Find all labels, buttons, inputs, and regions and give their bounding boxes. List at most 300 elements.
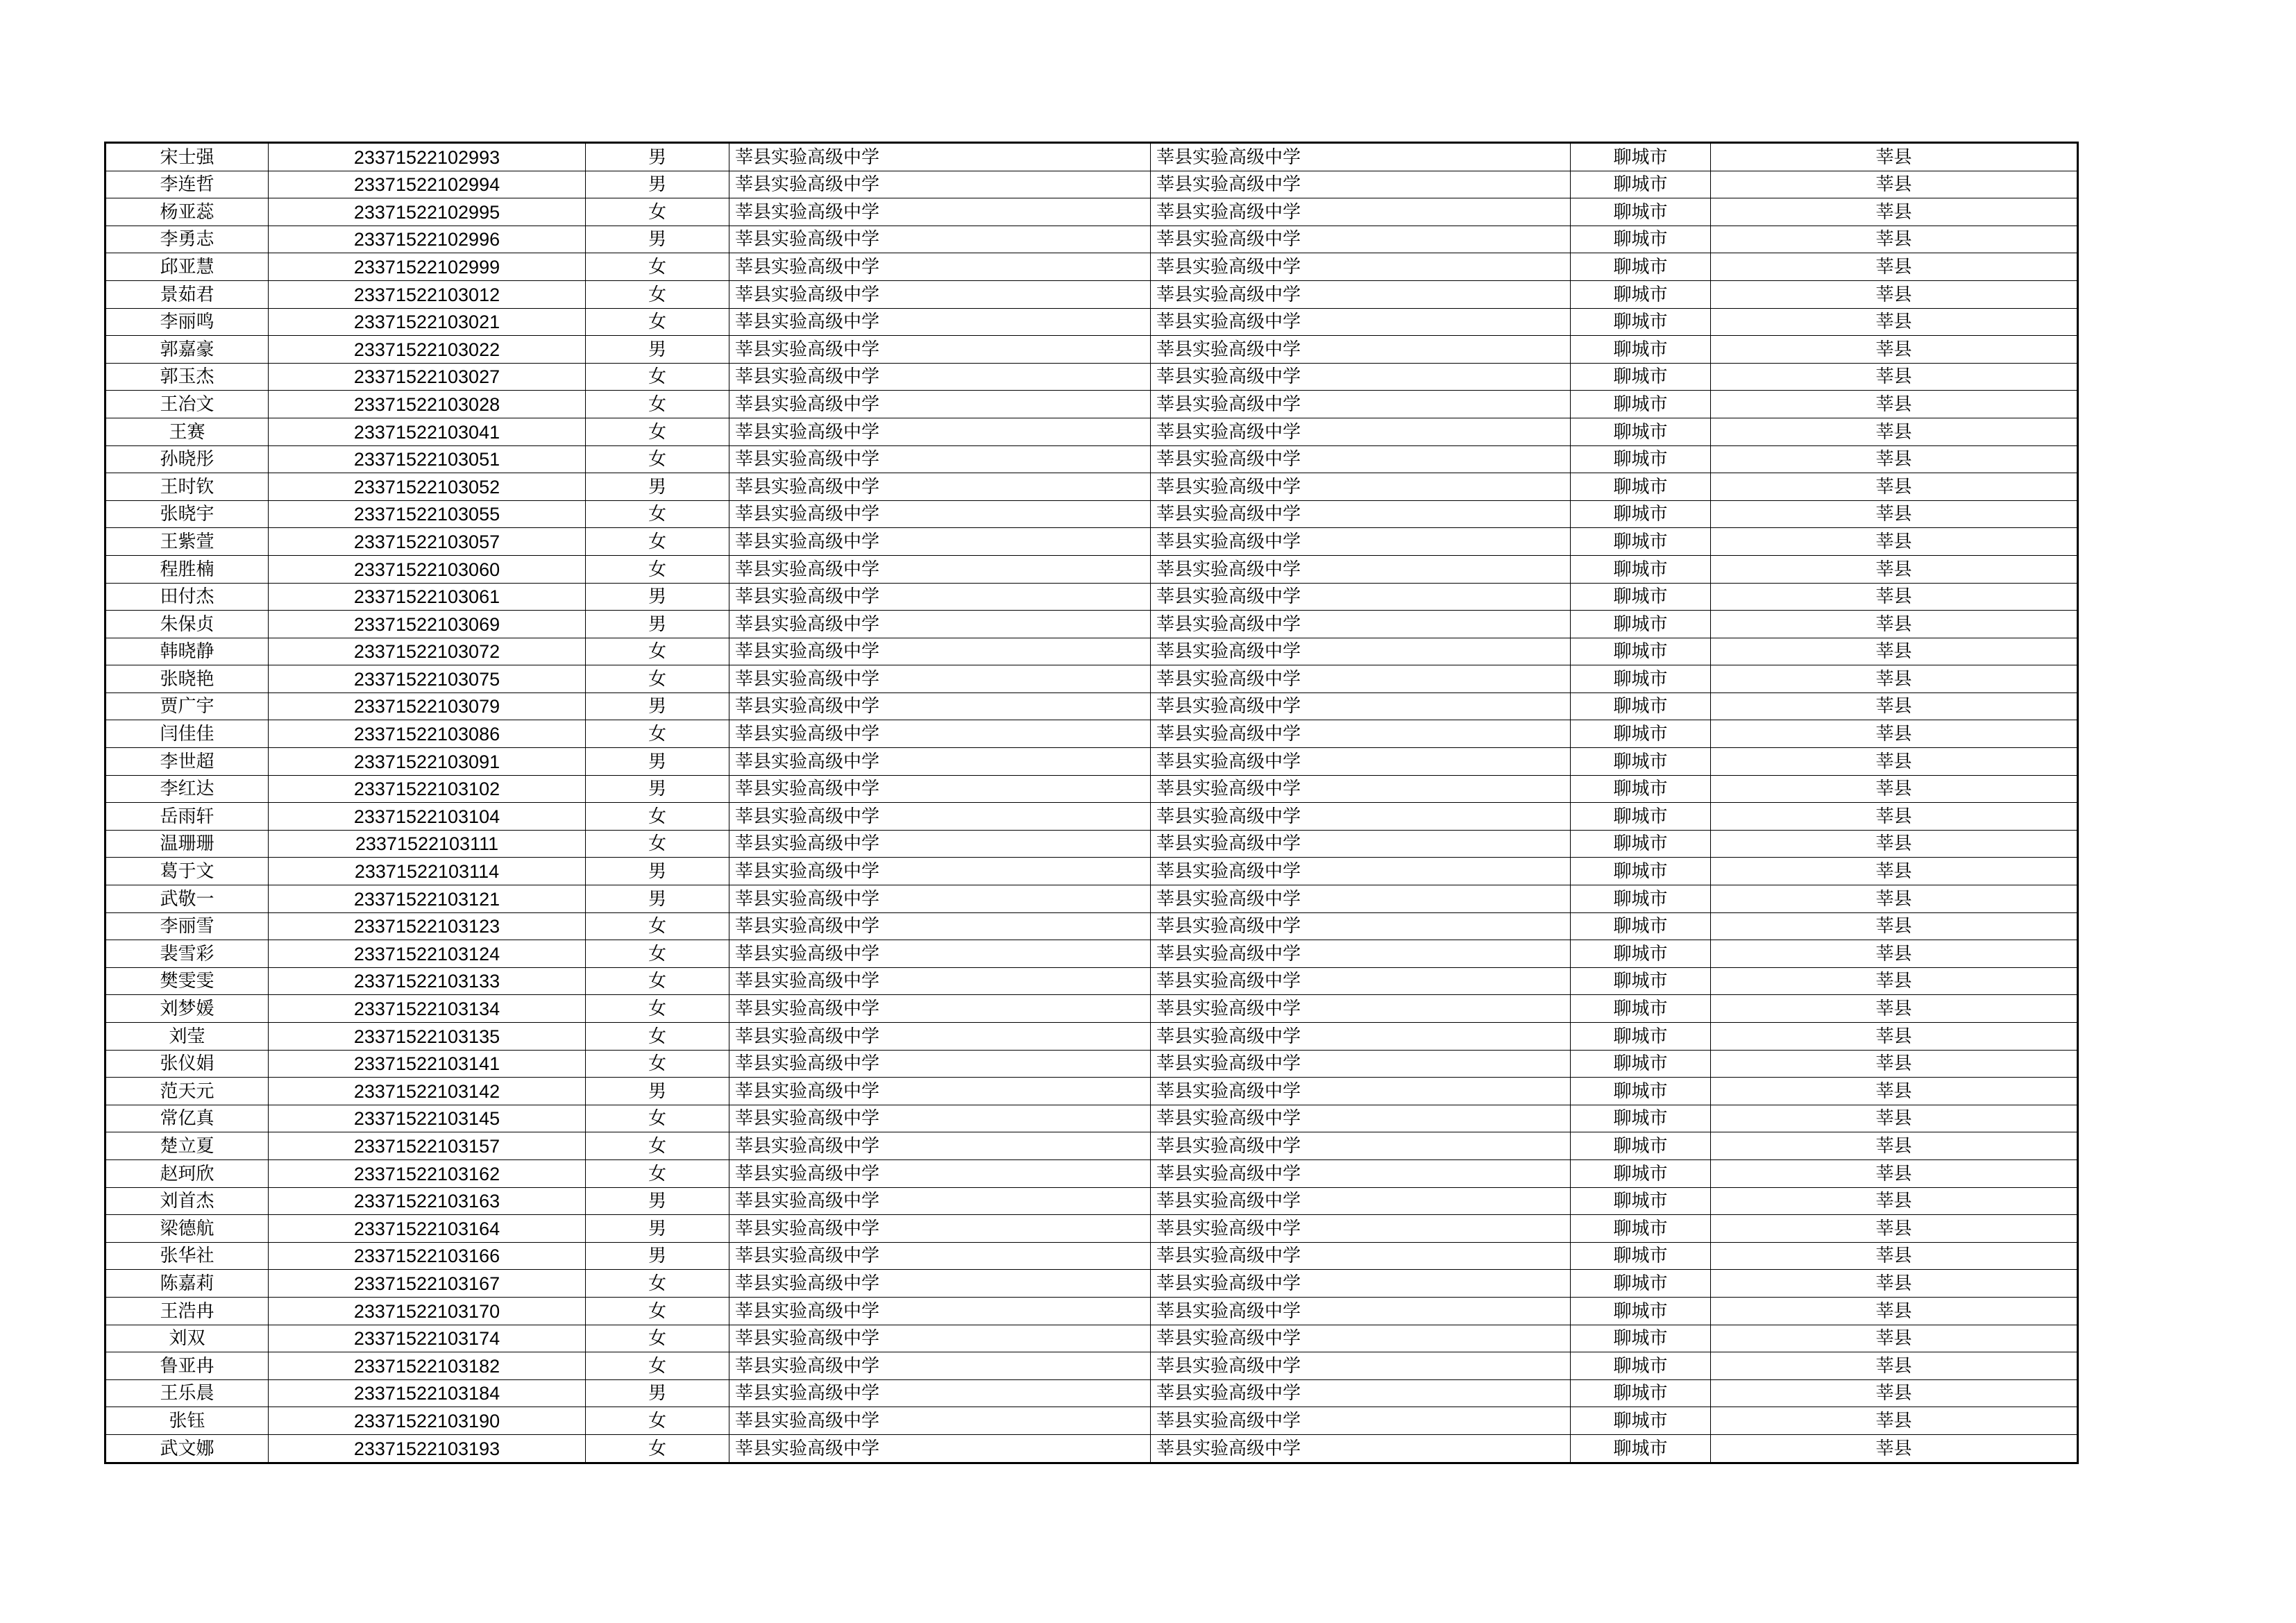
school-cell: 莘县实验高级中学 — [729, 253, 1151, 281]
table-row — [105, 445, 2078, 473]
city-cell: 聊城市 — [1571, 555, 1711, 583]
student-name-cell: 李红达 — [105, 775, 269, 803]
exam-site-cell: 莘县实验高级中学 — [1151, 1379, 1571, 1407]
city-cell: 聊城市 — [1571, 473, 1711, 501]
table-row — [105, 528, 2078, 556]
city-cell: 聊城市 — [1571, 858, 1711, 885]
exam-id-cell: 23371522103142 — [269, 1078, 586, 1105]
exam-site-cell: 莘县实验高级中学 — [1151, 748, 1571, 776]
exam-id-cell: 23371522102996 — [269, 226, 586, 253]
table-row — [105, 1105, 2078, 1132]
gender-cell: 男 — [586, 226, 729, 253]
exam-site-cell: 莘县实验高级中学 — [1151, 803, 1571, 831]
exam-id-cell: 23371522103167 — [269, 1270, 586, 1298]
student-name-cell: 李世超 — [105, 748, 269, 776]
gender-cell: 女 — [586, 967, 729, 995]
gender-cell: 男 — [586, 1379, 729, 1407]
exam-id-cell: 23371522103182 — [269, 1352, 586, 1380]
exam-site-cell: 莘县实验高级中学 — [1151, 336, 1571, 364]
gender-cell: 女 — [586, 912, 729, 940]
city-cell: 聊城市 — [1571, 885, 1711, 913]
exam-site-cell: 莘县实验高级中学 — [1151, 1050, 1571, 1078]
county-cell: 莘县 — [1711, 308, 2078, 336]
gender-cell: 男 — [586, 1078, 729, 1105]
city-cell: 聊城市 — [1571, 1352, 1711, 1380]
school-cell: 莘县实验高级中学 — [729, 280, 1151, 308]
school-cell: 莘县实验高级中学 — [729, 500, 1151, 528]
exam-site-cell: 莘县实验高级中学 — [1151, 1187, 1571, 1215]
school-cell: 莘县实验高级中学 — [729, 995, 1151, 1023]
city-cell: 聊城市 — [1571, 1270, 1711, 1298]
county-cell: 莘县 — [1711, 1434, 2078, 1463]
city-cell: 聊城市 — [1571, 143, 1711, 171]
county-cell: 莘县 — [1711, 1215, 2078, 1243]
exam-site-cell: 莘县实验高级中学 — [1151, 1434, 1571, 1463]
exam-id-cell: 23371522102993 — [269, 143, 586, 171]
exam-site-cell: 莘县实验高级中学 — [1151, 1407, 1571, 1435]
city-cell: 聊城市 — [1571, 1050, 1711, 1078]
county-cell: 莘县 — [1711, 803, 2078, 831]
table-row — [105, 1159, 2078, 1187]
county-cell: 莘县 — [1711, 336, 2078, 364]
school-cell: 莘县实验高级中学 — [729, 1407, 1151, 1435]
table-row — [105, 198, 2078, 226]
exam-id-cell: 23371522103051 — [269, 445, 586, 473]
city-cell: 聊城市 — [1571, 363, 1711, 391]
gender-cell: 男 — [586, 858, 729, 885]
table-row — [105, 253, 2078, 281]
exam-site-cell: 莘县实验高级中学 — [1151, 171, 1571, 198]
exam-id-cell: 23371522103091 — [269, 748, 586, 776]
city-cell: 聊城市 — [1571, 912, 1711, 940]
student-name-cell: 赵珂欣 — [105, 1159, 269, 1187]
school-cell: 莘县实验高级中学 — [729, 830, 1151, 858]
county-cell: 莘县 — [1711, 692, 2078, 720]
exam-site-cell: 莘县实验高级中学 — [1151, 500, 1571, 528]
table-row — [105, 1242, 2078, 1270]
gender-cell: 女 — [586, 1434, 729, 1463]
county-cell: 莘县 — [1711, 1379, 2078, 1407]
city-cell: 聊城市 — [1571, 1215, 1711, 1243]
exam-id-cell: 23371522103134 — [269, 995, 586, 1023]
exam-id-cell: 23371522103141 — [269, 1050, 586, 1078]
school-cell: 莘县实验高级中学 — [729, 528, 1151, 556]
county-cell: 莘县 — [1711, 1270, 2078, 1298]
table-row — [105, 363, 2078, 391]
exam-site-cell: 莘县实验高级中学 — [1151, 995, 1571, 1023]
exam-site-cell: 莘县实验高级中学 — [1151, 1023, 1571, 1051]
county-cell: 莘县 — [1711, 528, 2078, 556]
gender-cell: 女 — [586, 1159, 729, 1187]
student-name-cell: 刘双 — [105, 1325, 269, 1352]
gender-cell: 男 — [586, 611, 729, 638]
county-cell: 莘县 — [1711, 748, 2078, 776]
city-cell: 聊城市 — [1571, 1379, 1711, 1407]
school-cell: 莘县实验高级中学 — [729, 1159, 1151, 1187]
school-cell: 莘县实验高级中学 — [729, 198, 1151, 226]
exam-site-cell: 莘县实验高级中学 — [1151, 391, 1571, 418]
student-name-cell: 常亿真 — [105, 1105, 269, 1132]
gender-cell: 女 — [586, 555, 729, 583]
gender-cell: 女 — [586, 500, 729, 528]
gender-cell: 女 — [586, 363, 729, 391]
county-cell: 莘县 — [1711, 1078, 2078, 1105]
gender-cell: 女 — [586, 1352, 729, 1380]
school-cell: 莘县实验高级中学 — [729, 308, 1151, 336]
exam-id-cell: 23371522103114 — [269, 858, 586, 885]
city-cell: 聊城市 — [1571, 638, 1711, 665]
student-name-cell: 李连哲 — [105, 171, 269, 198]
exam-site-cell: 莘县实验高级中学 — [1151, 143, 1571, 171]
county-cell: 莘县 — [1711, 363, 2078, 391]
student-name-cell: 刘首杰 — [105, 1187, 269, 1215]
school-cell: 莘县实验高级中学 — [729, 720, 1151, 748]
county-cell: 莘县 — [1711, 720, 2078, 748]
exam-id-cell: 23371522103163 — [269, 1187, 586, 1215]
table-body — [105, 143, 2078, 1463]
city-cell: 聊城市 — [1571, 226, 1711, 253]
gender-cell: 女 — [586, 638, 729, 665]
table-row — [105, 912, 2078, 940]
exam-site-cell: 莘县实验高级中学 — [1151, 418, 1571, 445]
exam-id-cell: 23371522103079 — [269, 692, 586, 720]
city-cell: 聊城市 — [1571, 583, 1711, 611]
exam-id-cell: 23371522103135 — [269, 1023, 586, 1051]
county-cell: 莘县 — [1711, 143, 2078, 171]
gender-cell: 女 — [586, 830, 729, 858]
student-name-cell: 鲁亚冉 — [105, 1352, 269, 1380]
gender-cell: 女 — [586, 1325, 729, 1352]
table-row — [105, 1132, 2078, 1160]
school-cell: 莘县实验高级中学 — [729, 555, 1151, 583]
school-cell: 莘县实验高级中学 — [729, 418, 1151, 445]
city-cell: 聊城市 — [1571, 500, 1711, 528]
exam-id-cell: 23371522103166 — [269, 1242, 586, 1270]
student-name-cell: 李丽雪 — [105, 912, 269, 940]
gender-cell: 男 — [586, 171, 729, 198]
city-cell: 聊城市 — [1571, 528, 1711, 556]
student-name-cell: 郭玉杰 — [105, 363, 269, 391]
city-cell: 聊城市 — [1571, 1407, 1711, 1435]
exam-id-cell: 23371522103111 — [269, 830, 586, 858]
city-cell: 聊城市 — [1571, 418, 1711, 445]
exam-id-cell: 23371522103041 — [269, 418, 586, 445]
student-name-cell: 韩晓静 — [105, 638, 269, 665]
city-cell: 聊城市 — [1571, 1078, 1711, 1105]
exam-id-cell: 23371522103174 — [269, 1325, 586, 1352]
county-cell: 莘县 — [1711, 1297, 2078, 1325]
exam-id-cell: 23371522103069 — [269, 611, 586, 638]
county-cell: 莘县 — [1711, 1242, 2078, 1270]
school-cell: 莘县实验高级中学 — [729, 748, 1151, 776]
county-cell: 莘县 — [1711, 665, 2078, 693]
school-cell: 莘县实验高级中学 — [729, 1297, 1151, 1325]
city-cell: 聊城市 — [1571, 692, 1711, 720]
exam-site-cell: 莘县实验高级中学 — [1151, 611, 1571, 638]
school-cell: 莘县实验高级中学 — [729, 1270, 1151, 1298]
table-row — [105, 665, 2078, 693]
county-cell: 莘县 — [1711, 611, 2078, 638]
table-row — [105, 638, 2078, 665]
school-cell: 莘县实验高级中学 — [729, 473, 1151, 501]
exam-site-cell: 莘县实验高级中学 — [1151, 775, 1571, 803]
county-cell: 莘县 — [1711, 171, 2078, 198]
city-cell: 聊城市 — [1571, 611, 1711, 638]
student-name-cell: 陈嘉莉 — [105, 1270, 269, 1298]
exam-site-cell: 莘县实验高级中学 — [1151, 830, 1571, 858]
table-row — [105, 583, 2078, 611]
student-name-cell: 李勇志 — [105, 226, 269, 253]
gender-cell: 女 — [586, 665, 729, 693]
gender-cell: 男 — [586, 143, 729, 171]
county-cell: 莘县 — [1711, 1023, 2078, 1051]
gender-cell: 男 — [586, 692, 729, 720]
county-cell: 莘县 — [1711, 912, 2078, 940]
table-row — [105, 720, 2078, 748]
school-cell: 莘县实验高级中学 — [729, 363, 1151, 391]
county-cell: 莘县 — [1711, 555, 2078, 583]
county-cell: 莘县 — [1711, 1325, 2078, 1352]
county-cell: 莘县 — [1711, 280, 2078, 308]
exam-site-cell: 莘县实验高级中学 — [1151, 198, 1571, 226]
student-name-cell: 张晓宇 — [105, 500, 269, 528]
school-cell: 莘县实验高级中学 — [729, 1023, 1151, 1051]
exam-id-cell: 23371522103133 — [269, 967, 586, 995]
gender-cell: 女 — [586, 1105, 729, 1132]
exam-site-cell: 莘县实验高级中学 — [1151, 1215, 1571, 1243]
city-cell: 聊城市 — [1571, 1297, 1711, 1325]
table-row — [105, 692, 2078, 720]
exam-id-cell: 23371522103060 — [269, 555, 586, 583]
exam-site-cell: 莘县实验高级中学 — [1151, 1297, 1571, 1325]
student-name-cell: 葛于文 — [105, 858, 269, 885]
student-name-cell: 楚立夏 — [105, 1132, 269, 1160]
student-name-cell: 王浩冉 — [105, 1297, 269, 1325]
student-name-cell: 张仪娟 — [105, 1050, 269, 1078]
exam-id-cell: 23371522103086 — [269, 720, 586, 748]
city-cell: 聊城市 — [1571, 1242, 1711, 1270]
student-name-cell: 温珊珊 — [105, 830, 269, 858]
county-cell: 莘县 — [1711, 830, 2078, 858]
student-name-cell: 程胜楠 — [105, 555, 269, 583]
county-cell: 莘县 — [1711, 1105, 2078, 1132]
table-row — [105, 500, 2078, 528]
exam-site-cell: 莘县实验高级中学 — [1151, 1325, 1571, 1352]
table-row — [105, 1352, 2078, 1380]
city-cell: 聊城市 — [1571, 830, 1711, 858]
county-cell: 莘县 — [1711, 418, 2078, 445]
city-cell: 聊城市 — [1571, 1434, 1711, 1463]
student-name-cell: 闫佳佳 — [105, 720, 269, 748]
exam-site-cell: 莘县实验高级中学 — [1151, 253, 1571, 281]
table-row — [105, 885, 2078, 913]
county-cell: 莘县 — [1711, 638, 2078, 665]
school-cell: 莘县实验高级中学 — [729, 336, 1151, 364]
county-cell: 莘县 — [1711, 445, 2078, 473]
exam-id-cell: 23371522103145 — [269, 1105, 586, 1132]
city-cell: 聊城市 — [1571, 308, 1711, 336]
exam-site-cell: 莘县实验高级中学 — [1151, 885, 1571, 913]
school-cell: 莘县实验高级中学 — [729, 775, 1151, 803]
student-name-cell: 田付杰 — [105, 583, 269, 611]
exam-id-cell: 23371522103061 — [269, 583, 586, 611]
city-cell: 聊城市 — [1571, 253, 1711, 281]
gender-cell: 男 — [586, 473, 729, 501]
gender-cell: 女 — [586, 418, 729, 445]
table-row — [105, 226, 2078, 253]
student-name-cell: 王冶文 — [105, 391, 269, 418]
table-row — [105, 1270, 2078, 1298]
table-row — [105, 473, 2078, 501]
table-row — [105, 418, 2078, 445]
exam-id-cell: 23371522103075 — [269, 665, 586, 693]
student-name-cell: 王乐晨 — [105, 1379, 269, 1407]
exam-id-cell: 23371522103028 — [269, 391, 586, 418]
exam-site-cell: 莘县实验高级中学 — [1151, 226, 1571, 253]
exam-site-cell: 莘县实验高级中学 — [1151, 1352, 1571, 1380]
county-cell: 莘县 — [1711, 583, 2078, 611]
city-cell: 聊城市 — [1571, 967, 1711, 995]
county-cell: 莘县 — [1711, 1407, 2078, 1435]
exam-id-cell: 23371522103157 — [269, 1132, 586, 1160]
table-row — [105, 171, 2078, 198]
county-cell: 莘县 — [1711, 1050, 2078, 1078]
table-row — [105, 1434, 2078, 1463]
city-cell: 聊城市 — [1571, 803, 1711, 831]
student-name-cell: 郭嘉豪 — [105, 336, 269, 364]
student-name-cell: 朱保贞 — [105, 611, 269, 638]
gender-cell: 男 — [586, 1242, 729, 1270]
school-cell: 莘县实验高级中学 — [729, 1078, 1151, 1105]
city-cell: 聊城市 — [1571, 1105, 1711, 1132]
gender-cell: 男 — [586, 583, 729, 611]
exam-id-cell: 23371522103052 — [269, 473, 586, 501]
student-name-cell: 岳雨轩 — [105, 803, 269, 831]
school-cell: 莘县实验高级中学 — [729, 1352, 1151, 1380]
exam-site-cell: 莘县实验高级中学 — [1151, 1078, 1571, 1105]
table-row — [105, 308, 2078, 336]
gender-cell: 女 — [586, 198, 729, 226]
gender-cell: 男 — [586, 885, 729, 913]
exam-site-cell: 莘县实验高级中学 — [1151, 940, 1571, 968]
city-cell: 聊城市 — [1571, 995, 1711, 1023]
table-row — [105, 775, 2078, 803]
exam-site-cell: 莘县实验高级中学 — [1151, 280, 1571, 308]
gender-cell: 女 — [586, 445, 729, 473]
gender-cell: 男 — [586, 336, 729, 364]
county-cell: 莘县 — [1711, 253, 2078, 281]
student-name-cell: 邱亚慧 — [105, 253, 269, 281]
student-name-cell: 李丽鸣 — [105, 308, 269, 336]
student-name-cell: 王时钦 — [105, 473, 269, 501]
exam-site-cell: 莘县实验高级中学 — [1151, 445, 1571, 473]
school-cell: 莘县实验高级中学 — [729, 638, 1151, 665]
county-cell: 莘县 — [1711, 391, 2078, 418]
school-cell: 莘县实验高级中学 — [729, 143, 1151, 171]
exam-id-cell: 23371522103124 — [269, 940, 586, 968]
exam-id-cell: 23371522103170 — [269, 1297, 586, 1325]
gender-cell: 女 — [586, 253, 729, 281]
gender-cell: 男 — [586, 775, 729, 803]
student-name-cell: 刘莹 — [105, 1023, 269, 1051]
school-cell: 莘县实验高级中学 — [729, 583, 1151, 611]
exam-site-cell: 莘县实验高级中学 — [1151, 308, 1571, 336]
exam-site-cell: 莘县实验高级中学 — [1151, 583, 1571, 611]
school-cell: 莘县实验高级中学 — [729, 885, 1151, 913]
exam-id-cell: 23371522103102 — [269, 775, 586, 803]
school-cell: 莘县实验高级中学 — [729, 1215, 1151, 1243]
school-cell: 莘县实验高级中学 — [729, 226, 1151, 253]
student-name-cell: 裴雪彩 — [105, 940, 269, 968]
exam-site-cell: 莘县实验高级中学 — [1151, 528, 1571, 556]
county-cell: 莘县 — [1711, 1159, 2078, 1187]
gender-cell: 女 — [586, 803, 729, 831]
student-name-cell: 樊雯雯 — [105, 967, 269, 995]
city-cell: 聊城市 — [1571, 1023, 1711, 1051]
table-row — [105, 1407, 2078, 1435]
table-row — [105, 967, 2078, 995]
county-cell: 莘县 — [1711, 473, 2078, 501]
county-cell: 莘县 — [1711, 940, 2078, 968]
school-cell: 莘县实验高级中学 — [729, 1325, 1151, 1352]
county-cell: 莘县 — [1711, 1132, 2078, 1160]
city-cell: 聊城市 — [1571, 665, 1711, 693]
school-cell: 莘县实验高级中学 — [729, 692, 1151, 720]
student-name-cell: 景茹君 — [105, 280, 269, 308]
gender-cell: 男 — [586, 1215, 729, 1243]
school-cell: 莘县实验高级中学 — [729, 1132, 1151, 1160]
school-cell: 莘县实验高级中学 — [729, 912, 1151, 940]
exam-id-cell: 23371522103123 — [269, 912, 586, 940]
city-cell: 聊城市 — [1571, 1187, 1711, 1215]
table-row — [105, 1078, 2078, 1105]
exam-id-cell: 23371522103057 — [269, 528, 586, 556]
county-cell: 莘县 — [1711, 858, 2078, 885]
exam-site-cell: 莘县实验高级中学 — [1151, 1242, 1571, 1270]
city-cell: 聊城市 — [1571, 1325, 1711, 1352]
school-cell: 莘县实验高级中学 — [729, 665, 1151, 693]
table-row — [105, 555, 2078, 583]
student-name-cell: 张钰 — [105, 1407, 269, 1435]
exam-id-cell: 23371522103072 — [269, 638, 586, 665]
table-row — [105, 1325, 2078, 1352]
table-row — [105, 336, 2078, 364]
city-cell: 聊城市 — [1571, 748, 1711, 776]
school-cell: 莘县实验高级中学 — [729, 940, 1151, 968]
table-row — [105, 858, 2078, 885]
city-cell: 聊城市 — [1571, 775, 1711, 803]
exam-id-cell: 23371522103104 — [269, 803, 586, 831]
school-cell: 莘县实验高级中学 — [729, 967, 1151, 995]
table-row — [105, 830, 2078, 858]
school-cell: 莘县实验高级中学 — [729, 611, 1151, 638]
gender-cell: 女 — [586, 1270, 729, 1298]
exam-id-cell: 23371522103027 — [269, 363, 586, 391]
county-cell: 莘县 — [1711, 1352, 2078, 1380]
city-cell: 聊城市 — [1571, 198, 1711, 226]
table-row — [105, 391, 2078, 418]
table-row — [105, 1297, 2078, 1325]
city-cell: 聊城市 — [1571, 720, 1711, 748]
gender-cell: 女 — [586, 995, 729, 1023]
exam-site-cell: 莘县实验高级中学 — [1151, 1159, 1571, 1187]
exam-site-cell: 莘县实验高级中学 — [1151, 363, 1571, 391]
city-cell: 聊城市 — [1571, 391, 1711, 418]
school-cell: 莘县实验高级中学 — [729, 1379, 1151, 1407]
exam-id-cell: 23371522103164 — [269, 1215, 586, 1243]
student-name-cell: 武文娜 — [105, 1434, 269, 1463]
gender-cell: 女 — [586, 1297, 729, 1325]
